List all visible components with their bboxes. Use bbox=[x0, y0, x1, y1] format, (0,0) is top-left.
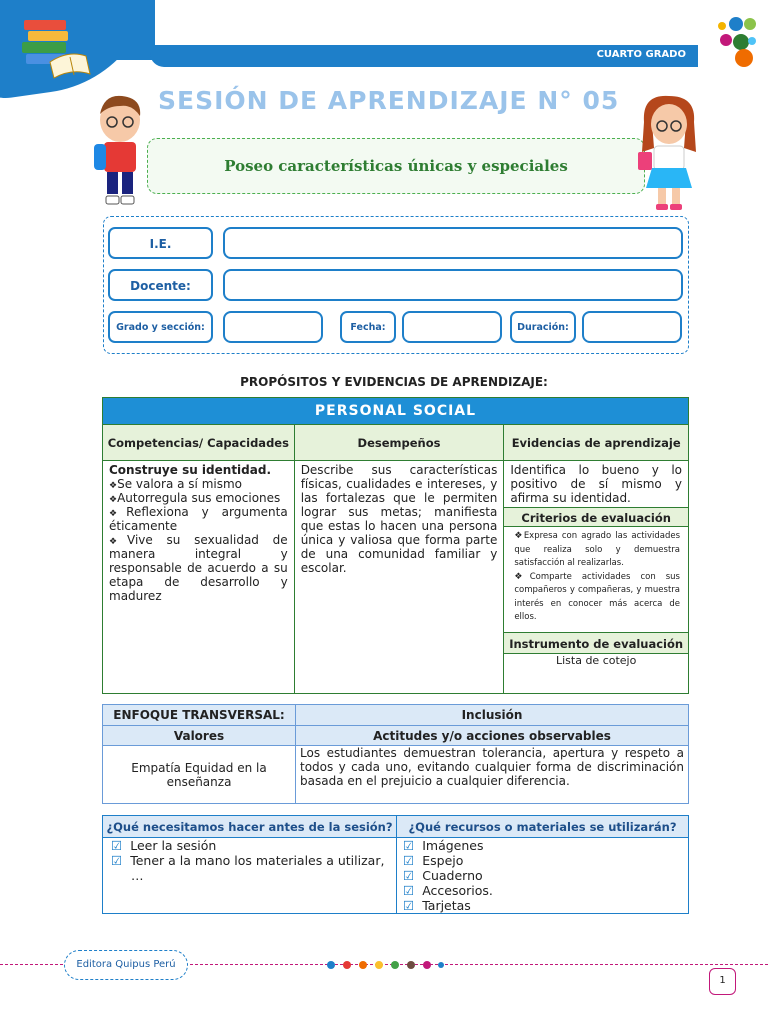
enfoque-value: Inclusión bbox=[296, 705, 689, 726]
before-title: ¿Qué necesitamos hacer antes de la sesión? bbox=[103, 816, 397, 838]
grade-banner bbox=[150, 45, 698, 67]
fecha-field[interactable] bbox=[402, 311, 502, 343]
area-title: PERSONAL SOCIAL bbox=[103, 398, 689, 425]
instrument-value: Lista de cotejo bbox=[555, 654, 637, 667]
fecha-label: Fecha: bbox=[340, 311, 396, 343]
list-item: ❖ Autorregula sus emociones bbox=[109, 491, 288, 505]
capacities-list bbox=[109, 477, 288, 603]
before-cell bbox=[103, 838, 397, 914]
col-actitudes: Actitudes y/o acciones observables bbox=[296, 726, 689, 746]
boy-illustration bbox=[90, 92, 150, 212]
list-item: ❖ Expresa con agrado las actividades que realiza solo y demuestra satisfacción al realizarlas. bbox=[514, 530, 680, 571]
beads-decoration-icon bbox=[325, 958, 445, 972]
valor-text: Empatía Equidad en la enseñanza bbox=[103, 746, 296, 804]
criteria-title: Criterios de evaluación bbox=[504, 507, 688, 527]
duracion-field[interactable] bbox=[582, 311, 682, 343]
resources-title: ¿Qué recursos o materiales se utilizarán? bbox=[397, 816, 689, 838]
enfoque-table bbox=[102, 704, 689, 804]
col-competencias: Competencias/ Capacidades bbox=[103, 425, 295, 461]
list-item: ☑ Tener a la mano los materiales a utilizar, … bbox=[111, 853, 388, 883]
grade-label: CUARTO GRADO bbox=[596, 49, 686, 60]
girl-illustration bbox=[636, 92, 702, 214]
list-item: ☑ Accesorios. bbox=[403, 883, 682, 898]
page-title: SESIÓN DE APRENDIZAJE N° 05 bbox=[158, 86, 620, 115]
list-item: ❖ Se valora a sí mismo bbox=[109, 477, 288, 491]
docente-label: Docente: bbox=[108, 269, 213, 301]
criteria-list bbox=[504, 527, 688, 632]
books-icon bbox=[20, 12, 100, 82]
preparation-table bbox=[102, 815, 689, 914]
list-item: ❖ Vive su sexualidad de manera integral y responsable de acuerdo a su etapa de desarrollo y madurez bbox=[109, 533, 288, 603]
list-item: ❖ Comparte actividades con sus compañeros y compañeras, y muestra interés en conocer más acerca de ellos. bbox=[514, 571, 680, 625]
col-evidencias: Evidencias de aprendizaje bbox=[504, 425, 689, 461]
list-item: ❖ Reflexiona y argumenta éticamente bbox=[109, 505, 288, 533]
col-desempenos: Desempeños bbox=[294, 425, 504, 461]
list-item: ☑ Imágenes bbox=[403, 838, 682, 853]
ie-field[interactable] bbox=[223, 227, 683, 259]
enfoque-label: ENFOQUE TRANSVERSAL: bbox=[103, 705, 296, 726]
list-item: ☑ Espejo bbox=[403, 853, 682, 868]
page-number: 1 bbox=[709, 968, 736, 995]
evidencias-cell bbox=[504, 461, 689, 694]
competencias-cell bbox=[103, 461, 295, 694]
evidence-text: Identifica lo bueno y lo positivo de sí mismo y afirma su identidad. bbox=[510, 463, 682, 505]
instrument-title: Instrumento de evaluación bbox=[504, 632, 688, 654]
desempeno-text: Describe sus características físicas, cualidades e intereses, y las fortalezas que le permiten lograr sus metas; manifiesta que estas lo hacen una persona única y valiosa que forma parte de una comunidad familiar y escolar. bbox=[294, 461, 504, 694]
list-item: ☑ Cuaderno bbox=[403, 868, 682, 883]
col-valores: Valores bbox=[103, 726, 296, 746]
grado-field[interactable] bbox=[223, 311, 323, 343]
grado-label: Grado y sección: bbox=[108, 311, 213, 343]
list-item: ☑ Leer la sesión bbox=[111, 838, 388, 853]
section-title: PROPÓSITOS Y EVIDENCIAS DE APRENDIZAJE: bbox=[240, 375, 548, 389]
colored-dots-icon bbox=[714, 16, 759, 68]
list-item: ☑ Tarjetas bbox=[403, 898, 682, 913]
resources-cell bbox=[397, 838, 689, 914]
actitud-text: Los estudiantes demuestran tolerancia, apertura y respeto a todos y cada uno, evitando cualquier forma de discriminación basada en el prejuicio a cualquier diferencia. bbox=[296, 746, 689, 804]
publisher-badge: Editora Quipus Perú bbox=[64, 950, 188, 980]
personal-social-table bbox=[102, 397, 689, 694]
competence-name: Construye su identidad. bbox=[109, 463, 272, 477]
docente-field[interactable] bbox=[223, 269, 683, 301]
ie-label: I.E. bbox=[108, 227, 213, 259]
duracion-label: Duración: bbox=[510, 311, 576, 343]
session-subtitle: Poseo características únicas y especiales bbox=[147, 138, 645, 194]
